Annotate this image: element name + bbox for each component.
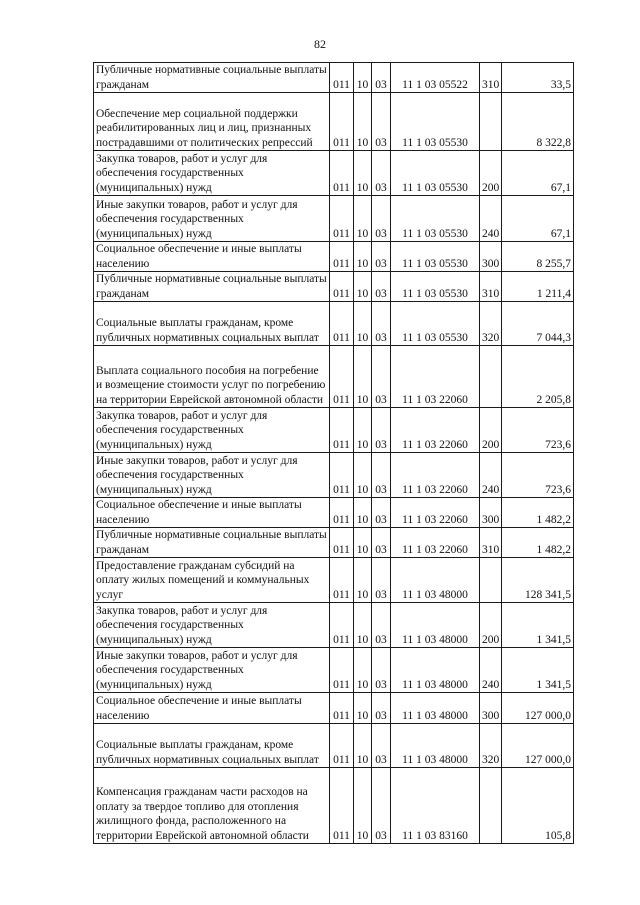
subsection-code-cell: 03 bbox=[372, 558, 391, 603]
target-article-cell: 11 1 03 05522 bbox=[391, 63, 480, 93]
budget-table bbox=[93, 62, 574, 844]
table-row bbox=[94, 724, 574, 768]
subsection-code-cell: 03 bbox=[372, 408, 391, 453]
expense-type-cell bbox=[480, 768, 502, 844]
amount-cell: 2 205,8 bbox=[502, 346, 574, 408]
subsection-code-cell: 03 bbox=[372, 693, 391, 724]
amount-cell: 67,1 bbox=[502, 151, 574, 196]
ministry-code-cell: 011 bbox=[330, 768, 354, 844]
table-row bbox=[94, 528, 574, 558]
ministry-code-cell: 011 bbox=[330, 528, 354, 558]
subsection-code-cell: 03 bbox=[372, 272, 391, 302]
subsection-code-cell: 03 bbox=[372, 302, 391, 346]
section-code-cell: 10 bbox=[354, 603, 372, 648]
ministry-code-cell: 011 bbox=[330, 302, 354, 346]
row-name-cell: Закупка товаров, работ и услуг для обеспечения государственных (муниципальных) нужд bbox=[94, 603, 330, 648]
row-name-cell: Обеспечение мер социальной поддержки реабилитированных лиц и лиц, признанных пострадавшими от политических репрессий bbox=[94, 93, 330, 151]
subsection-code-cell: 03 bbox=[372, 528, 391, 558]
subsection-code-cell: 03 bbox=[372, 242, 391, 272]
row-name-cell: Социальное обеспечение и иные выплаты населению bbox=[94, 242, 330, 272]
amount-cell: 8 322,8 bbox=[502, 93, 574, 151]
table-row bbox=[94, 302, 574, 346]
section-code-cell: 10 bbox=[354, 528, 372, 558]
subsection-code-cell: 03 bbox=[372, 151, 391, 196]
row-name-cell: Публичные нормативные социальные выплаты гражданам bbox=[94, 272, 330, 302]
ministry-code-cell: 011 bbox=[330, 242, 354, 272]
section-code-cell: 10 bbox=[354, 196, 372, 242]
amount-cell: 723,6 bbox=[502, 408, 574, 453]
target-article-cell: 11 1 03 48000 bbox=[391, 693, 480, 724]
target-article-cell: 11 1 03 48000 bbox=[391, 558, 480, 603]
row-name-cell: Публичные нормативные социальные выплаты гражданам bbox=[94, 63, 330, 93]
row-name-cell: Социальные выплаты гражданам, кроме публичных нормативных социальных выплат bbox=[94, 724, 330, 768]
row-name-cell: Предоставление гражданам субсидий на оплату жилых помещений и коммунальных услуг bbox=[94, 558, 330, 603]
expense-type-cell: 310 bbox=[480, 272, 502, 302]
ministry-code-cell: 011 bbox=[330, 408, 354, 453]
table-row bbox=[94, 346, 574, 408]
section-code-cell: 10 bbox=[354, 242, 372, 272]
ministry-code-cell: 011 bbox=[330, 603, 354, 648]
section-code-cell: 10 bbox=[354, 302, 372, 346]
subsection-code-cell: 03 bbox=[372, 63, 391, 93]
section-code-cell: 10 bbox=[354, 768, 372, 844]
ministry-code-cell: 011 bbox=[330, 453, 354, 498]
target-article-cell: 11 1 03 22060 bbox=[391, 528, 480, 558]
target-article-cell: 11 1 03 22060 bbox=[391, 346, 480, 408]
subsection-code-cell: 03 bbox=[372, 603, 391, 648]
expense-type-cell: 200 bbox=[480, 151, 502, 196]
amount-cell: 127 000,0 bbox=[502, 693, 574, 724]
expense-type-cell bbox=[480, 93, 502, 151]
row-name-cell: Закупка товаров, работ и услуг для обеспечения государственных (муниципальных) нужд bbox=[94, 151, 330, 196]
section-code-cell: 10 bbox=[354, 63, 372, 93]
ministry-code-cell: 011 bbox=[330, 346, 354, 408]
row-name-cell: Иные закупки товаров, работ и услуг для обеспечения государственных (муниципальных) нужд bbox=[94, 648, 330, 693]
row-name-cell: Социальные выплаты гражданам, кроме публичных нормативных социальных выплат bbox=[94, 302, 330, 346]
amount-cell: 67,1 bbox=[502, 196, 574, 242]
amount-cell: 7 044,3 bbox=[502, 302, 574, 346]
subsection-code-cell: 03 bbox=[372, 346, 391, 408]
amount-cell: 723,6 bbox=[502, 453, 574, 498]
section-code-cell: 10 bbox=[354, 498, 372, 528]
section-code-cell: 10 bbox=[354, 693, 372, 724]
amount-cell: 1 482,2 bbox=[502, 498, 574, 528]
target-article-cell: 11 1 03 05530 bbox=[391, 242, 480, 272]
expense-type-cell: 310 bbox=[480, 528, 502, 558]
expense-type-cell: 300 bbox=[480, 693, 502, 724]
table-row bbox=[94, 558, 574, 603]
expense-type-cell: 240 bbox=[480, 196, 502, 242]
row-name-cell: Социальное обеспечение и иные выплаты населению bbox=[94, 498, 330, 528]
section-code-cell: 10 bbox=[354, 346, 372, 408]
amount-cell: 8 255,7 bbox=[502, 242, 574, 272]
row-name-cell: Компенсация гражданам части расходов на оплату за твердое топливо для отопления жилищного фонда, расположенного на территории Еврейской автономной области bbox=[94, 768, 330, 844]
target-article-cell: 11 1 03 05530 bbox=[391, 196, 480, 242]
table-row bbox=[94, 93, 574, 151]
page-number: 82 bbox=[314, 37, 326, 51]
table-row bbox=[94, 272, 574, 302]
target-article-cell: 11 1 03 05530 bbox=[391, 302, 480, 346]
subsection-code-cell: 03 bbox=[372, 93, 391, 151]
target-article-cell: 11 1 03 22060 bbox=[391, 453, 480, 498]
ministry-code-cell: 011 bbox=[330, 693, 354, 724]
subsection-code-cell: 03 bbox=[372, 453, 391, 498]
subsection-code-cell: 03 bbox=[372, 196, 391, 242]
row-name-cell: Публичные нормативные социальные выплаты гражданам bbox=[94, 528, 330, 558]
ministry-code-cell: 011 bbox=[330, 93, 354, 151]
expense-type-cell: 200 bbox=[480, 408, 502, 453]
target-article-cell: 11 1 03 48000 bbox=[391, 648, 480, 693]
section-code-cell: 10 bbox=[354, 272, 372, 302]
ministry-code-cell: 011 bbox=[330, 63, 354, 93]
ministry-code-cell: 011 bbox=[330, 648, 354, 693]
section-code-cell: 10 bbox=[354, 724, 372, 768]
amount-cell: 127 000,0 bbox=[502, 724, 574, 768]
ministry-code-cell: 011 bbox=[330, 724, 354, 768]
amount-cell: 1 341,5 bbox=[502, 648, 574, 693]
table-row bbox=[94, 63, 574, 93]
table-row bbox=[94, 648, 574, 693]
table-row bbox=[94, 196, 574, 242]
row-name-cell: Иные закупки товаров, работ и услуг для обеспечения государственных (муниципальных) нужд bbox=[94, 453, 330, 498]
target-article-cell: 11 1 03 83160 bbox=[391, 768, 480, 844]
section-code-cell: 10 bbox=[354, 93, 372, 151]
section-code-cell: 10 bbox=[354, 408, 372, 453]
target-article-cell: 11 1 03 05530 bbox=[391, 151, 480, 196]
target-article-cell: 11 1 03 22060 bbox=[391, 498, 480, 528]
expense-type-cell: 200 bbox=[480, 603, 502, 648]
table-row bbox=[94, 768, 574, 844]
ministry-code-cell: 011 bbox=[330, 196, 354, 242]
target-article-cell: 11 1 03 05530 bbox=[391, 272, 480, 302]
subsection-code-cell: 03 bbox=[372, 648, 391, 693]
subsection-code-cell: 03 bbox=[372, 724, 391, 768]
section-code-cell: 10 bbox=[354, 151, 372, 196]
amount-cell: 105,8 bbox=[502, 768, 574, 844]
ministry-code-cell: 011 bbox=[330, 151, 354, 196]
section-code-cell: 10 bbox=[354, 453, 372, 498]
row-name-cell: Социальное обеспечение и иные выплаты населению bbox=[94, 693, 330, 724]
amount-cell: 1 341,5 bbox=[502, 603, 574, 648]
expense-type-cell bbox=[480, 346, 502, 408]
expense-type-cell: 320 bbox=[480, 724, 502, 768]
target-article-cell: 11 1 03 48000 bbox=[391, 724, 480, 768]
amount-cell: 33,5 bbox=[502, 63, 574, 93]
section-code-cell: 10 bbox=[354, 648, 372, 693]
expense-type-cell: 240 bbox=[480, 453, 502, 498]
expense-type-cell: 300 bbox=[480, 498, 502, 528]
row-name-cell: Иные закупки товаров, работ и услуг для обеспечения государственных (муниципальных) нужд bbox=[94, 196, 330, 242]
table-row bbox=[94, 498, 574, 528]
ministry-code-cell: 011 bbox=[330, 558, 354, 603]
row-name-cell: Закупка товаров, работ и услуг для обеспечения государственных (муниципальных) нужд bbox=[94, 408, 330, 453]
target-article-cell: 11 1 03 48000 bbox=[391, 603, 480, 648]
subsection-code-cell: 03 bbox=[372, 498, 391, 528]
expense-type-cell: 240 bbox=[480, 648, 502, 693]
table-row bbox=[94, 453, 574, 498]
table-row bbox=[94, 151, 574, 196]
amount-cell: 1 482,2 bbox=[502, 528, 574, 558]
amount-cell: 128 341,5 bbox=[502, 558, 574, 603]
expense-type-cell bbox=[480, 558, 502, 603]
expense-type-cell: 310 bbox=[480, 63, 502, 93]
target-article-cell: 11 1 03 05530 bbox=[391, 93, 480, 151]
table-row bbox=[94, 242, 574, 272]
section-code-cell: 10 bbox=[354, 558, 372, 603]
expense-type-cell: 300 bbox=[480, 242, 502, 272]
table-row bbox=[94, 408, 574, 453]
amount-cell: 1 211,4 bbox=[502, 272, 574, 302]
subsection-code-cell: 03 bbox=[372, 768, 391, 844]
table-row bbox=[94, 603, 574, 648]
ministry-code-cell: 011 bbox=[330, 272, 354, 302]
row-name-cell: Выплата социального пособия на погребение и возмещение стоимости услуг по погребению на территории Еврейской автономной области bbox=[94, 346, 330, 408]
expense-type-cell: 320 bbox=[480, 302, 502, 346]
target-article-cell: 11 1 03 22060 bbox=[391, 408, 480, 453]
ministry-code-cell: 011 bbox=[330, 498, 354, 528]
table-row bbox=[94, 693, 574, 724]
